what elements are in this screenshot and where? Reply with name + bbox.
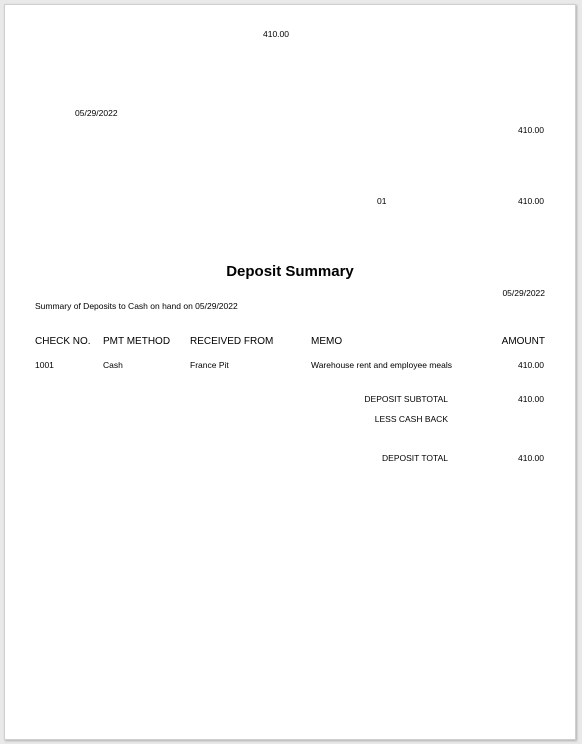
- stub-amount-top: 410.00: [263, 29, 289, 39]
- less-cash-back-label: LESS CASH BACK: [374, 414, 448, 424]
- summary-date: 05/29/2022: [502, 288, 545, 298]
- deposit-total-value: 410.00: [518, 453, 544, 463]
- cell-received-from: France Pit: [190, 360, 229, 370]
- summary-subtitle: Summary of Deposits to Cash on hand on 05/29/2022: [35, 301, 238, 311]
- stub-count: 01: [377, 196, 387, 206]
- column-header-check-no: CHECK NO.: [35, 336, 91, 347]
- stub-date: 05/29/2022: [75, 108, 118, 118]
- column-header-pmt-method: PMT METHOD: [103, 336, 171, 347]
- summary-title: Deposit Summary: [226, 263, 354, 280]
- cell-amount: 410.00: [518, 360, 544, 370]
- cell-memo: Warehouse rent and employee meals: [311, 360, 452, 370]
- deposit-total-label: DEPOSIT TOTAL: [382, 453, 448, 463]
- deposit-subtotal-value: 410.00: [518, 394, 544, 404]
- column-header-received-from: RECEIVED FROM: [190, 336, 274, 347]
- deposit-subtotal-label: DEPOSIT SUBTOTAL: [364, 394, 448, 404]
- document-page: [4, 4, 576, 740]
- stub-amount-right-2: 410.00: [518, 196, 544, 206]
- column-header-amount: AMOUNT: [501, 336, 545, 347]
- cell-pmt-method: Cash: [103, 360, 123, 370]
- column-header-memo: MEMO: [311, 336, 343, 347]
- stub-amount-right-1: 410.00: [518, 125, 544, 135]
- cell-check-no: 1001: [35, 360, 54, 370]
